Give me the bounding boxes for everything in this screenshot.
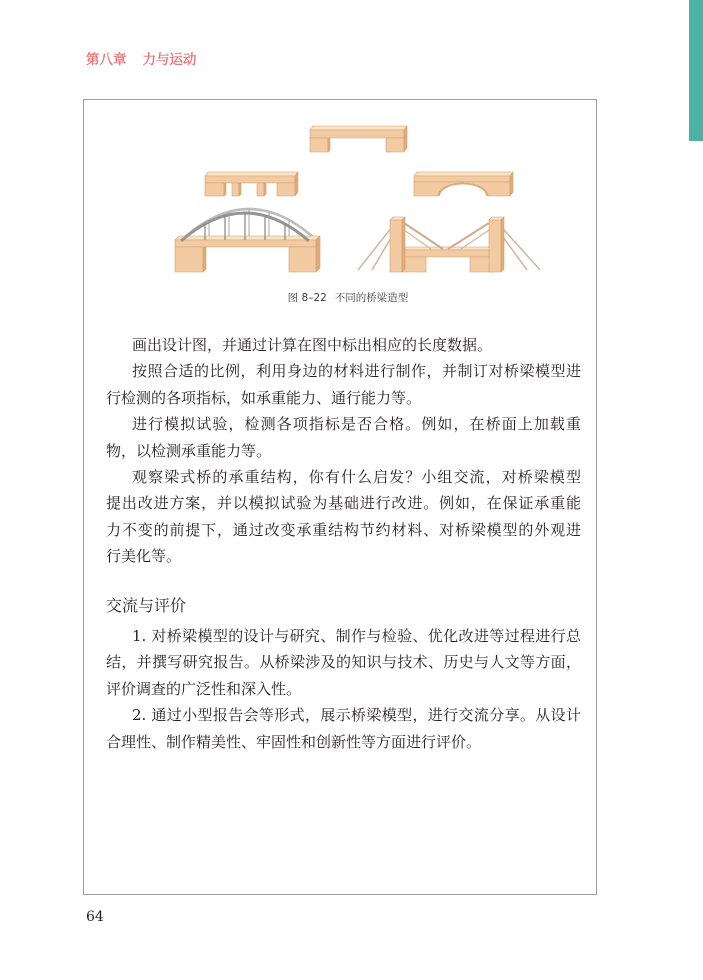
right-abutment: [277, 183, 295, 196]
left-tower: [390, 220, 402, 272]
paragraph-line: 2. 通过小型报告会等形式，展示桥梁模型，进行交流分享。从设计: [132, 706, 581, 725]
paragraph-line: 观察梁式桥的承重结构，你有什么启发？小组交流，对桥梁模型: [132, 467, 581, 486]
chapter-side-tab: [689, 0, 703, 141]
paragraph-line: 评价调查的广泛性和深入性。: [106, 679, 302, 698]
figure-caption-text: 不同的桥梁造型: [334, 292, 409, 304]
left-tower-side: [402, 217, 405, 272]
deck-top-face: [205, 172, 298, 176]
paragraph-line: 进行模拟试验，检测各项指标是否合格。例如，在桥面上加载重: [132, 415, 581, 434]
section-heading: 交流与评价: [106, 596, 187, 615]
left-abutment-side: [203, 247, 206, 272]
left-abutment-side: [224, 183, 226, 196]
deck-front-face: [414, 176, 510, 182]
paragraph: [106, 332, 581, 358]
paragraph-line: 画出设计图，并通过计算在图中标出相应的长度数据。: [132, 336, 493, 354]
pier: [257, 183, 264, 196]
stay-cable: [448, 223, 489, 249]
figure-number: 图 8–22: [287, 292, 327, 304]
deck-front-face: [175, 240, 316, 247]
running-head: [86, 51, 197, 69]
figure-caption: [248, 290, 448, 306]
cable-stayed-bridge-model: [358, 217, 540, 272]
paragraph-line: 1. 对桥梁模型的设计与研究、制作与检验、优化改进等过程进行总: [132, 627, 581, 645]
left-abutment: [175, 247, 203, 272]
paragraph-line: 行美化等。: [106, 547, 182, 566]
right-tower: [489, 220, 501, 272]
deck-top-face: [310, 126, 407, 130]
paragraph-line: 提出改进方案，并以模拟试验为基础进行改进。例如，在保证承重能: [106, 494, 581, 513]
beam-bridge-model: [310, 126, 407, 152]
left-support: [310, 138, 328, 152]
right-abutment-side: [316, 243, 320, 272]
right-tower-side: [501, 217, 504, 272]
pier-beam-bridge-model: [205, 172, 298, 196]
paragraph: [106, 464, 581, 570]
deck-front-face: [398, 250, 493, 257]
paragraph: [106, 623, 581, 702]
evaluation-items: [106, 623, 581, 755]
pier-side: [239, 183, 241, 196]
chapter-title: 力与运动: [142, 52, 197, 68]
paragraph: [106, 358, 581, 411]
paragraph-line: 物，以检测承重能力等。: [106, 441, 272, 460]
stay-cable: [404, 223, 443, 249]
paragraph: [106, 411, 581, 464]
deck-top-face: [414, 172, 513, 176]
right-support: [386, 138, 404, 152]
page-number: 64: [86, 909, 104, 925]
chapter-number: 第八章: [86, 52, 127, 68]
paragraph-line: 结，并撰写研究报告。从桥梁涉及的知识与技术、历史与人文等方面，: [106, 653, 581, 672]
bridge-models-illustration: [160, 115, 550, 280]
deck-top-face: [398, 247, 496, 250]
deck-top-face: [175, 236, 320, 240]
paragraph-line: 力不变的前提下，通过改变承重结构节约材料、对桥梁模型的外观进: [106, 520, 581, 539]
pier: [232, 183, 239, 196]
deck-front-face: [205, 176, 295, 183]
activity-steps: [106, 332, 581, 570]
bridge-end-face: [510, 172, 513, 196]
paragraph-line: 行检测的各项指标，如承重能力、通行能力等。: [106, 388, 422, 407]
left-support-side: [328, 138, 330, 152]
right-abutment: [289, 247, 316, 272]
paragraph-line: 合理性、制作精美性、牢固性和创新性等方面进行评价。: [106, 732, 482, 751]
left-base-block: [402, 257, 426, 272]
deck-front-face: [310, 130, 404, 138]
paragraph-line: 按照合适的比例，利用身边的材料进行制作，并制订对桥梁模型进: [132, 362, 581, 381]
paragraph: [106, 702, 581, 755]
tied-arch-bridge-model: [175, 209, 320, 272]
left-abutment: [205, 183, 224, 196]
arch-bridge-model: [414, 172, 513, 196]
pier-side: [264, 183, 266, 196]
